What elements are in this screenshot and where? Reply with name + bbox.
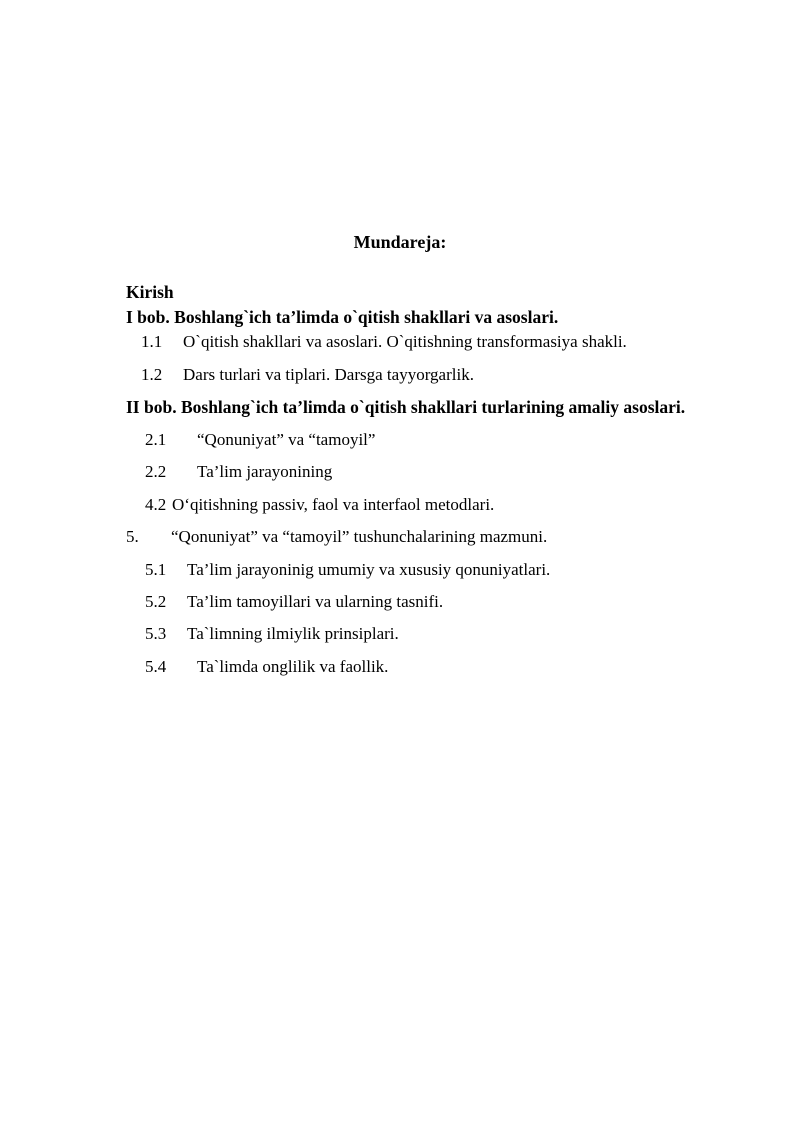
toc-item-text: Ta’lim jarayonining bbox=[197, 462, 333, 481]
toc-item bbox=[145, 559, 705, 581]
toc-item bbox=[145, 656, 705, 678]
toc-item-number: 5.4 bbox=[145, 657, 167, 676]
toc-item-number: 5. bbox=[126, 527, 139, 546]
toc-item-number: 1.1 bbox=[141, 332, 163, 351]
toc-item-number: 5.3 bbox=[145, 624, 167, 643]
toc-item-text: Dars turlari va tiplari. Darsga tayyorgarlik. bbox=[183, 365, 474, 384]
toc-item-number: 1.2 bbox=[141, 365, 163, 384]
toc-item-text: Ta’lim tamoyillari va ularning tasnifi. bbox=[187, 592, 444, 611]
toc-item bbox=[145, 429, 705, 451]
toc-item-text: Ta`limning ilmiylik prinsiplari. bbox=[187, 624, 399, 643]
toc-item bbox=[141, 364, 701, 386]
toc-item-number: 4.2 bbox=[145, 495, 167, 514]
toc-chapter-2: II bob. Boshlang`ich ta’limda o`qitish shakllari turlarining amaliy asoslari. bbox=[126, 397, 686, 417]
toc-item-number: 2.1 bbox=[145, 430, 167, 449]
toc-intro: Kirish bbox=[126, 282, 174, 302]
toc-item-text: Ta`limda onglilik va faollik. bbox=[197, 657, 389, 676]
toc-item bbox=[145, 494, 705, 516]
toc-chapter-1: I bob. Boshlang`ich ta’limda o`qitish shakllari va asoslari. bbox=[126, 307, 559, 327]
toc-item bbox=[145, 461, 705, 483]
toc-item-text: O‘qitishning passiv, faol va interfaol metodlari. bbox=[172, 495, 495, 514]
toc-item bbox=[145, 623, 705, 645]
toc-item-number: 5.1 bbox=[145, 560, 167, 579]
toc-item-number: 2.2 bbox=[145, 462, 167, 481]
toc-item bbox=[145, 591, 705, 613]
toc-item-text: “Qonuniyat” va “tamoyil” tushunchalarining mazmuni. bbox=[171, 527, 548, 546]
toc-item bbox=[141, 331, 701, 353]
toc-item-text: Ta’lim jarayoninig umumiy va xususiy qonuniyatlari. bbox=[187, 560, 551, 579]
toc-item-number: 5.2 bbox=[145, 592, 167, 611]
toc-item-text: O`qitish shakllari va asoslari. O`qitishning transformasiya shakli. bbox=[183, 332, 627, 351]
toc-title: Mundareja: bbox=[353, 232, 447, 252]
toc-item-text: “Qonuniyat” va “tamoyil” bbox=[197, 430, 376, 449]
toc-item bbox=[126, 526, 686, 548]
